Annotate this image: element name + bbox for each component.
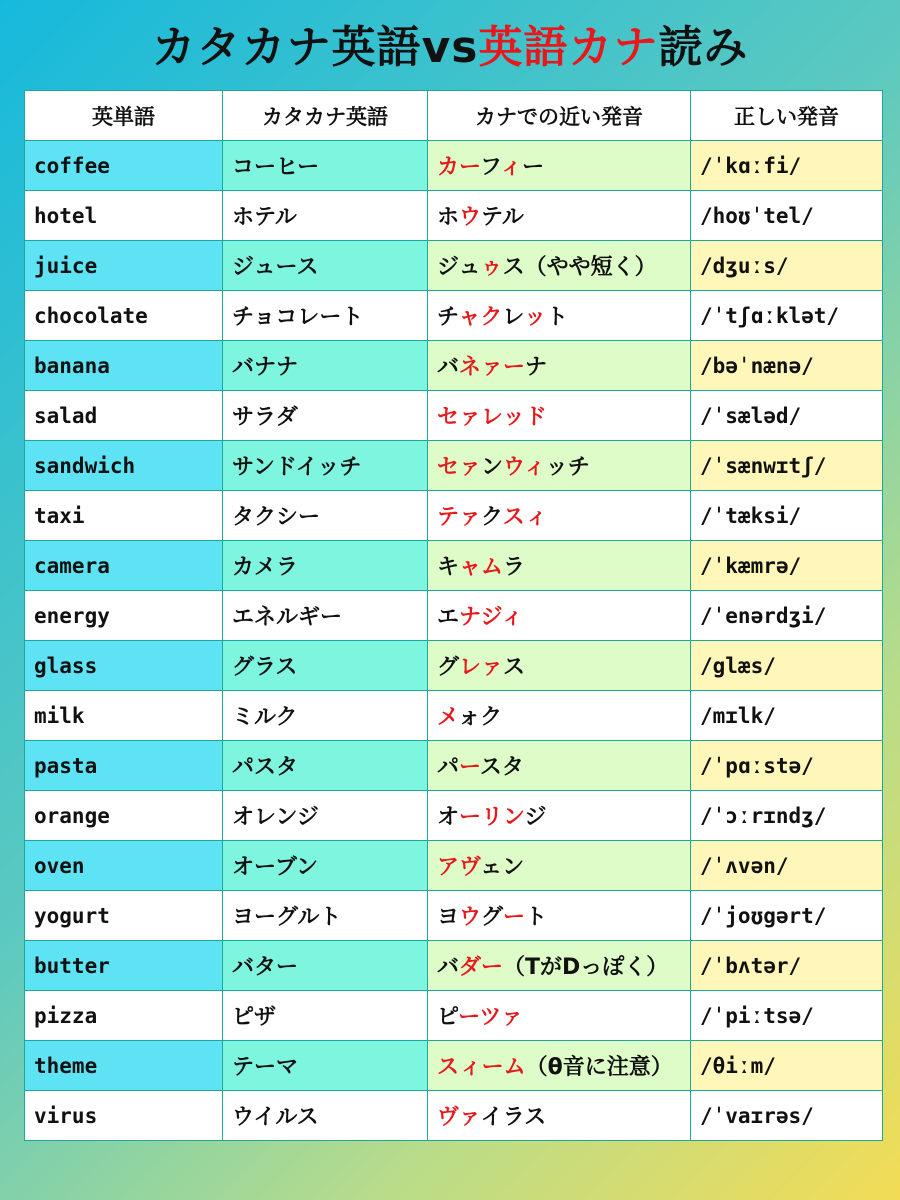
- header-katakana-english: カタカナ英語: [223, 91, 428, 141]
- table-row: [25, 391, 883, 441]
- katakana-cell: チョコレート: [223, 291, 428, 341]
- table-row: [25, 791, 883, 841]
- kana-segment-highlight: レァ: [459, 655, 504, 680]
- kana-approx-cell: [428, 891, 691, 941]
- table-row: [25, 1091, 883, 1141]
- kana-segment: ー: [522, 155, 545, 180]
- kana-segment-highlight: ーツァ: [458, 1005, 524, 1030]
- kana-segment: ト: [546, 305, 569, 330]
- table-row: [25, 891, 883, 941]
- english-word-cell: orange: [25, 791, 223, 841]
- table-row: [25, 341, 883, 391]
- kana-segment-highlight: ネァー: [459, 355, 526, 380]
- kana-approx-cell: [428, 191, 691, 241]
- table-body: [25, 141, 883, 1141]
- table-row: [25, 641, 883, 691]
- kana-approx-cell: [428, 841, 691, 891]
- katakana-cell: パスタ: [223, 741, 428, 791]
- ipa-cell: /dʒuːs/: [691, 241, 883, 291]
- kana-segment: パ: [437, 755, 460, 780]
- kana-segment: キ: [437, 555, 460, 580]
- kana-segment-highlight: スィーム: [437, 1055, 526, 1080]
- kana-segment: スタ: [479, 755, 524, 780]
- kana-segment: ン: [481, 455, 504, 480]
- kana-segment-highlight: ー: [503, 905, 526, 930]
- kana-segment: ホ: [437, 205, 460, 230]
- kana-approx-cell: [428, 1041, 691, 1091]
- kana-segment-highlight: カー: [437, 155, 480, 180]
- english-word-cell: virus: [25, 1091, 223, 1141]
- kana-approx-cell: [428, 241, 691, 291]
- kana-segment: オ: [437, 805, 460, 830]
- katakana-cell: ホテル: [223, 191, 428, 241]
- table-row: [25, 841, 883, 891]
- english-word-cell: salad: [25, 391, 223, 441]
- ipa-cell: /ˈpɑːstə/: [691, 741, 883, 791]
- katakana-cell: ミルク: [223, 691, 428, 741]
- english-word-cell: yogurt: [25, 891, 223, 941]
- katakana-cell: ヨーグルト: [223, 891, 428, 941]
- katakana-cell: ウイルス: [223, 1091, 428, 1141]
- table-row: [25, 741, 883, 791]
- title-part-end: 読み: [658, 22, 749, 73]
- katakana-cell: サンドイッチ: [223, 441, 428, 491]
- kana-segment: ナ: [525, 355, 548, 380]
- kana-segment: グ: [481, 905, 504, 930]
- katakana-cell: テーマ: [223, 1041, 428, 1091]
- kana-segment: バ: [437, 955, 460, 980]
- kana-segment-highlight: アヴ: [437, 855, 481, 880]
- header-kana-approx: カナでの近い発音: [428, 91, 691, 141]
- kana-segment: ッチ: [545, 455, 590, 480]
- english-word-cell: taxi: [25, 491, 223, 541]
- ipa-cell: /glæs/: [691, 641, 883, 691]
- header-correct-pronunciation: 正しい発音: [691, 91, 883, 141]
- table-row: [25, 141, 883, 191]
- pronunciation-table: [24, 90, 883, 1141]
- katakana-cell: エネルギー: [223, 591, 428, 641]
- katakana-cell: ピザ: [223, 991, 428, 1041]
- kana-segment: チ: [437, 305, 459, 330]
- ipa-cell: /mɪlk/: [691, 691, 883, 741]
- table-row: [25, 991, 883, 1041]
- kana-segment: エ: [437, 605, 460, 630]
- katakana-cell: サラダ: [223, 391, 428, 441]
- ipa-cell: /ˈbʌtər/: [691, 941, 883, 991]
- english-word-cell: oven: [25, 841, 223, 891]
- english-word-cell: milk: [25, 691, 223, 741]
- kana-segment: ヨ: [437, 905, 460, 930]
- kana-segment: ク: [481, 505, 503, 530]
- ipa-cell: /bəˈnænə/: [691, 341, 883, 391]
- table-row: [25, 691, 883, 741]
- katakana-cell: オレンジ: [223, 791, 428, 841]
- table-row: [25, 491, 883, 541]
- page-title: [0, 18, 900, 78]
- kana-segment: ラ: [503, 555, 526, 580]
- kana-segment: ジ: [524, 805, 547, 830]
- kana-segment: ス: [503, 655, 526, 680]
- ipa-cell: /hoʊˈtel/: [691, 191, 883, 241]
- kana-segment-highlight: ィ: [500, 155, 523, 180]
- english-word-cell: sandwich: [25, 441, 223, 491]
- kana-segment: （θ音に注意）: [525, 1055, 673, 1080]
- kana-segment: （TがDっぽく）: [503, 955, 669, 980]
- english-word-cell: coffee: [25, 141, 223, 191]
- english-word-cell: hotel: [25, 191, 223, 241]
- ipa-cell: /ˈvaɪrəs/: [691, 1091, 883, 1141]
- table-row: [25, 291, 883, 341]
- ipa-cell: /θiːm/: [691, 1041, 883, 1091]
- kana-segment-highlight: ャム: [459, 555, 504, 580]
- kana-approx-cell: [428, 1091, 691, 1141]
- kana-segment: ォク: [458, 705, 503, 730]
- kana-segment: イラス: [480, 1105, 547, 1130]
- title-part-red: 英語カナ: [478, 22, 659, 73]
- table-row: [25, 941, 883, 991]
- ipa-cell: /ˈkɑːfi/: [691, 141, 883, 191]
- kana-segment: グ: [437, 655, 460, 680]
- kana-segment-highlight: ナジィ: [459, 605, 524, 630]
- english-word-cell: glass: [25, 641, 223, 691]
- kana-segment: ジュ: [437, 255, 481, 280]
- katakana-cell: コーヒー: [223, 141, 428, 191]
- ipa-cell: /ˈenərdʒi/: [691, 591, 883, 641]
- kana-segment-highlight: スィ: [502, 505, 548, 530]
- kana-segment-highlight: ー: [459, 755, 480, 780]
- kana-approx-cell: [428, 541, 691, 591]
- kana-segment: レ: [502, 305, 525, 330]
- table-row: [25, 591, 883, 641]
- table-row: [25, 441, 883, 491]
- table-row: [25, 1041, 883, 1091]
- kana-segment: フ: [479, 155, 501, 180]
- kana-segment: バ: [437, 355, 460, 380]
- header-english-word: 英単語: [25, 91, 223, 141]
- kana-approx-cell: [428, 391, 691, 441]
- kana-segment-highlight: ウィ: [503, 455, 546, 480]
- ipa-cell: /ˈʌvən/: [691, 841, 883, 891]
- ipa-cell: /ˈkæmrə/: [691, 541, 883, 591]
- table-row: [25, 191, 883, 241]
- katakana-cell: バター: [223, 941, 428, 991]
- title-part-vs: vs: [421, 22, 479, 73]
- kana-approx-cell: [428, 691, 691, 741]
- table-row: [25, 241, 883, 291]
- english-word-cell: butter: [25, 941, 223, 991]
- kana-approx-cell: [428, 591, 691, 641]
- english-word-cell: pasta: [25, 741, 223, 791]
- kana-segment-highlight: ャク: [458, 305, 503, 330]
- kana-approx-cell: [428, 491, 691, 541]
- english-word-cell: banana: [25, 341, 223, 391]
- kana-segment-highlight: ヴァ: [437, 1105, 481, 1130]
- ipa-cell: /ˈtæksi/: [691, 491, 883, 541]
- kana-approx-cell: [428, 941, 691, 991]
- kana-segment-highlight: ゥ: [480, 255, 503, 280]
- ipa-cell: /ˈɔːrɪndʒ/: [691, 791, 883, 841]
- kana-segment: ピ: [437, 1005, 459, 1030]
- kana-segment-highlight: セァレッド: [437, 405, 547, 430]
- kana-segment: テル: [481, 205, 524, 230]
- kana-segment-highlight: ッ: [524, 305, 547, 330]
- kana-approx-cell: [428, 141, 691, 191]
- ipa-cell: /ˈpiːtsə/: [691, 991, 883, 1041]
- ipa-cell: /ˈjoʊgərt/: [691, 891, 883, 941]
- table-header-row: [25, 91, 883, 141]
- kana-segment-highlight: メ: [437, 705, 459, 730]
- kana-approx-cell: [428, 441, 691, 491]
- kana-segment: ト: [525, 905, 548, 930]
- kana-segment: ス（やや短く）: [502, 255, 657, 280]
- kana-segment-highlight: ーリン: [459, 805, 525, 830]
- katakana-cell: タクシー: [223, 491, 428, 541]
- kana-segment-highlight: ウ: [459, 905, 482, 930]
- english-word-cell: energy: [25, 591, 223, 641]
- kana-approx-cell: [428, 991, 691, 1041]
- kana-segment-highlight: セァ: [437, 455, 482, 480]
- english-word-cell: juice: [25, 241, 223, 291]
- katakana-cell: ジュース: [223, 241, 428, 291]
- ipa-cell: /ˈtʃɑːklət/: [691, 291, 883, 341]
- kana-approx-cell: [428, 791, 691, 841]
- ipa-cell: /ˈsænwɪtʃ/: [691, 441, 883, 491]
- katakana-cell: バナナ: [223, 341, 428, 391]
- ipa-cell: /ˈsæləd/: [691, 391, 883, 441]
- kana-segment-highlight: ダー: [459, 955, 504, 980]
- kana-approx-cell: [428, 341, 691, 391]
- katakana-cell: オーブン: [223, 841, 428, 891]
- katakana-cell: カメラ: [223, 541, 428, 591]
- kana-segment-highlight: テァ: [437, 505, 482, 530]
- english-word-cell: theme: [25, 1041, 223, 1091]
- english-word-cell: camera: [25, 541, 223, 591]
- kana-approx-cell: [428, 641, 691, 691]
- kana-approx-cell: [428, 741, 691, 791]
- english-word-cell: pizza: [25, 991, 223, 1041]
- kana-segment-highlight: ウ: [459, 205, 482, 230]
- kana-approx-cell: [428, 291, 691, 341]
- katakana-cell: グラス: [223, 641, 428, 691]
- title-part-katakana: カタカナ英語: [151, 22, 422, 73]
- kana-segment: ェン: [480, 855, 525, 880]
- table-row: [25, 541, 883, 591]
- english-word-cell: chocolate: [25, 291, 223, 341]
